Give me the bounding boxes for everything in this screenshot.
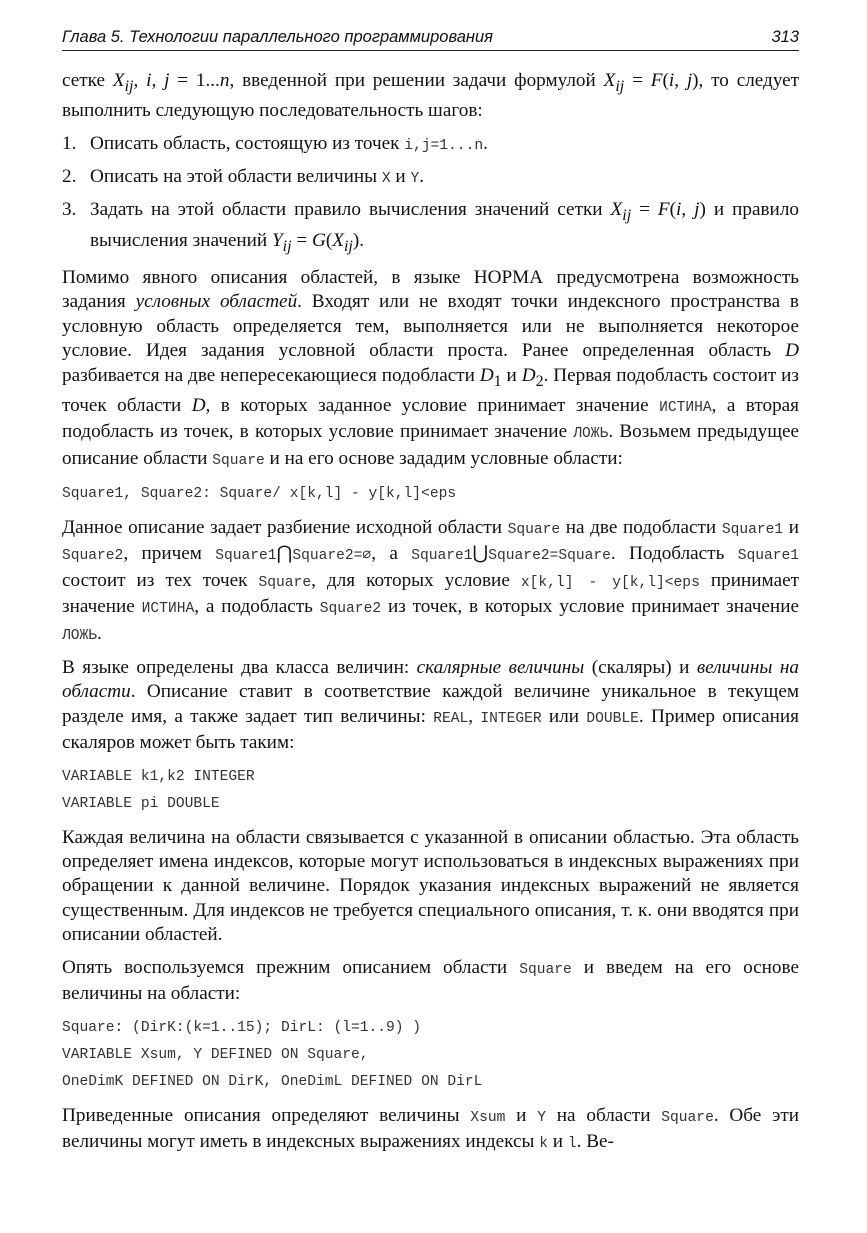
code-line: Square: (DirK:(k=1..15); DirL: (l=1..9) ) xyxy=(62,1019,422,1036)
steps-list xyxy=(62,132,799,259)
intro-paragraph: сетке $X_{ij}$, i, j = 1...n, введенной при решении задачи формулой $X_{ij} = F(i$, j), то следует выполнить следующую последовательность шагов: xyxy=(62,70,800,122)
page-number: 313 xyxy=(771,28,799,46)
area-values-paragraph: Каждая величина на области связывается с указанной в описании областью. Эта область определяет имена индексов, которые могут использоваться в индексных выражениях при обращении к данной величине. Порядок указания индексных выражений не является существенным. Для индексов не требуется специального описания, т. к. они вводятся при описании областей. xyxy=(62,826,799,946)
code-line: OneDimK DEFINED ON DirK, OneDimL DEFINED ON DirL xyxy=(62,1073,483,1090)
code-line: VARIABLE k1,k2 INTEGER xyxy=(62,768,255,785)
chapter-title: Глава 5. Технологии параллельного программирования xyxy=(62,28,493,46)
square-reuse-paragraph: Опять воспользуемся прежним описанием области Square и введем на его основе величины на области: xyxy=(62,956,799,1005)
code-block xyxy=(62,764,799,818)
running-header xyxy=(62,28,799,51)
code-line: VARIABLE Xsum, Y DEFINED ON Square, xyxy=(62,1046,369,1063)
list-item: 3. Задать на этой области правило вычисления значений сетки $X_{ij} = F(i$, j) и правило вычисления значений $Y_{ij} = G(X_{ij})$. xyxy=(62,199,799,255)
value-classes-paragraph: В языке определены два класса величин: скалярные величины (скаляры) и величины на области. Описание ставит в соответствие каждой величине уникальное в текущем разделе имя, а также задает тип величины: REAL, INTEGER или DOUBLE. Пример описания скаляров может быть таким: xyxy=(62,657,800,754)
conditional-areas-paragraph: Помимо явного описания областей, в языке НОРМА предусмотрена возможность задания условных областей. Входят или не входят точки индексного пространства в условную область определяется тем, выполняется или не выполняется некоторое условие. Идея задания условной области проста. Ранее определенная область D разбивается на две непересекающиеся подобласти $D_1$ и $D_2$. Первая подобласть состоит из точек области D, в которых заданное условие принимает значение ИСТИНА, а вторая подобласть из точек, в которых условие принимает значение ЛОЖЬ. Возьмем предыдущее описание области Square и на его основе зададим условные области: xyxy=(62,266,800,469)
partition-paragraph: Данное описание задает разбиение исходной области Square на две подобласти Square1 и Square2, причем Square1⋂Square2=∅, а Square1⋃Square2=Square. Подобласть Square1 состоит из тех точек Square, для которых условие x[k,l] - y[k,l]<eps принимает значение ИСТИНА, а подобласть Square2 из точек, в которых условие принимает значение ЛОЖЬ. xyxy=(62,517,799,644)
list-item: 2. Описать на этой области величины X и Y. xyxy=(62,166,425,188)
code-block xyxy=(62,1015,799,1096)
code-block: Square1, Square2: Square/ x[k,l] - y[k,l]<eps xyxy=(62,486,457,502)
final-paragraph: Приведенные описания определяют величины Xsum и Y на области Square. Обе эти величины могут иметь в индексных выражениях индексы k и l. Ве- xyxy=(62,1104,799,1152)
page xyxy=(62,28,799,1164)
list-item: 1. Описать область, состоящую из точек i,j=1...n. xyxy=(62,132,488,154)
code-line: VARIABLE pi DOUBLE xyxy=(62,795,220,812)
